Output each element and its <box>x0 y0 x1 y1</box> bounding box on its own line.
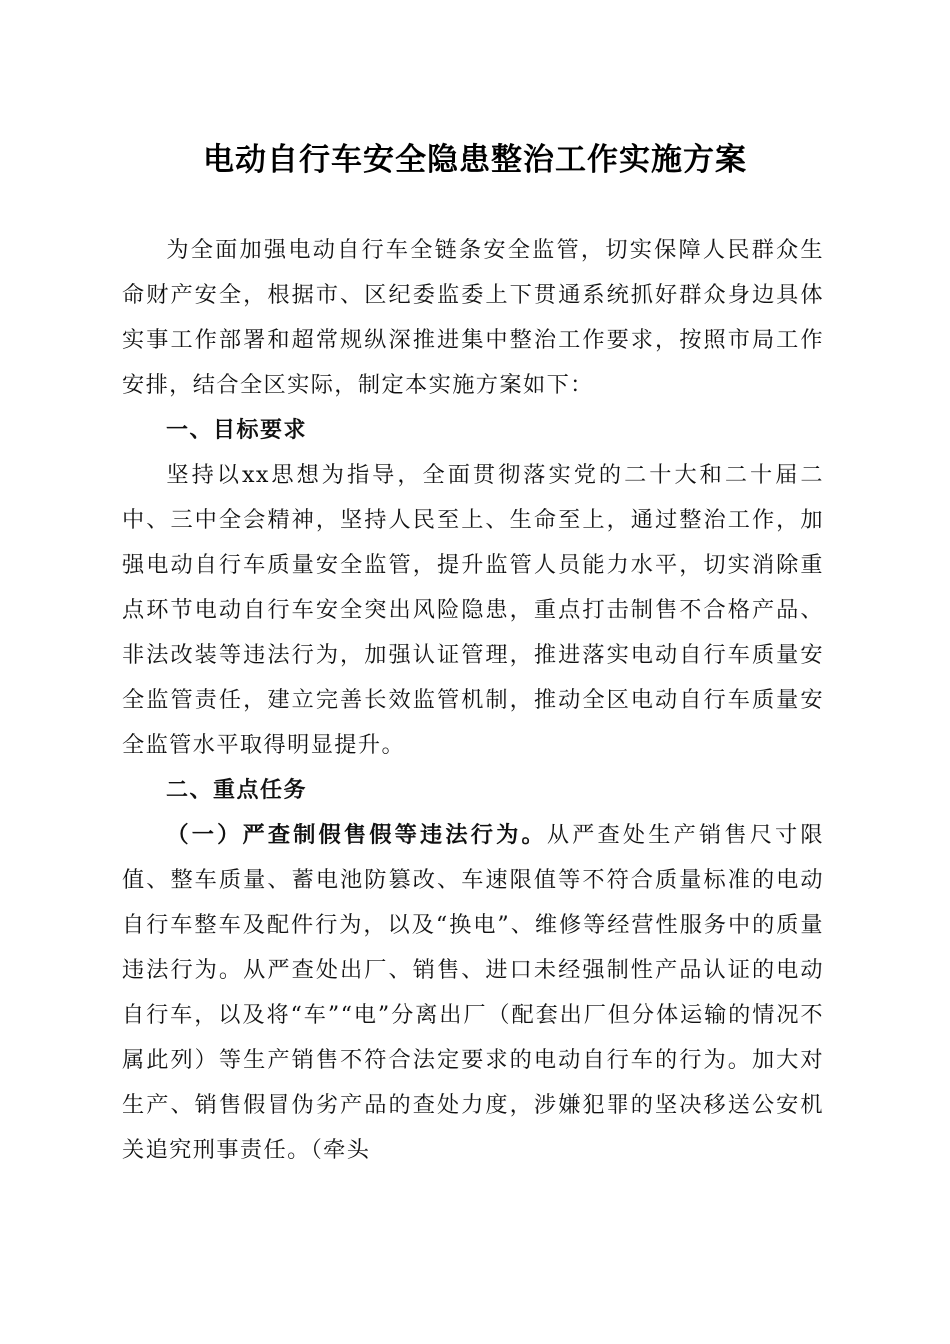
document-body <box>122 228 824 1173</box>
task-body: 从严查处生产销售尺寸限值、整车质量、蓄电池防篡改、车速限值等不符合质量标准的电动自行车整车及配件行为，以及“换电”、维修等经营性服务中的质量违法行为。从严查处出厂、销售、进口未经强制性产品认证的电动自行车，以及将“车”“电”分离出厂（配套出厂但分体运输的情况不属此列）等生产销售不符合法定要求的电动自行车的行为。加大对生产、销售假冒伪劣产品的查处力度，涉嫌犯罪的坚决移送公安机关追究刑事责任。（牵头 <box>122 822 825 1163</box>
section-heading-goals: 一、目标要求 <box>166 418 308 443</box>
goals-paragraph: 坚持以xx思想为指导，全面贯彻落实党的二十大和二十届二中、三中全会精神，坚持人民至上、生命至上，通过整治工作，加强电动自行车质量安全监管，提升监管人员能力水平，切实消除重点环节电动自行车安全突出风险隐患，重点打击制售不合格产品、非法改装等违法行为，加强认证管理，推进落实电动自行车质量安全监管责任，建立完善长效监管机制，推动全区电动自行车质量安全监管水平取得明显提升。 <box>122 462 824 758</box>
intro-paragraph: 为全面加强电动自行车全链条安全监管，切实保障人民群众生命财产安全，根据市、区纪委监委上下贯通系统抓好群众身边具体实事工作部署和超常规纵深推进集中整治工作要求，按照市局工作安排，结合全区实际，制定本实施方案如下： <box>122 237 824 398</box>
document-title: 电动自行车安全隐患整治工作实施方案 <box>203 142 747 178</box>
section-heading-tasks: 二、重点任务 <box>166 778 308 803</box>
task-paragraph <box>122 813 824 1173</box>
task-subheading: （一）严查制假售假等违法行为。 <box>166 822 547 848</box>
